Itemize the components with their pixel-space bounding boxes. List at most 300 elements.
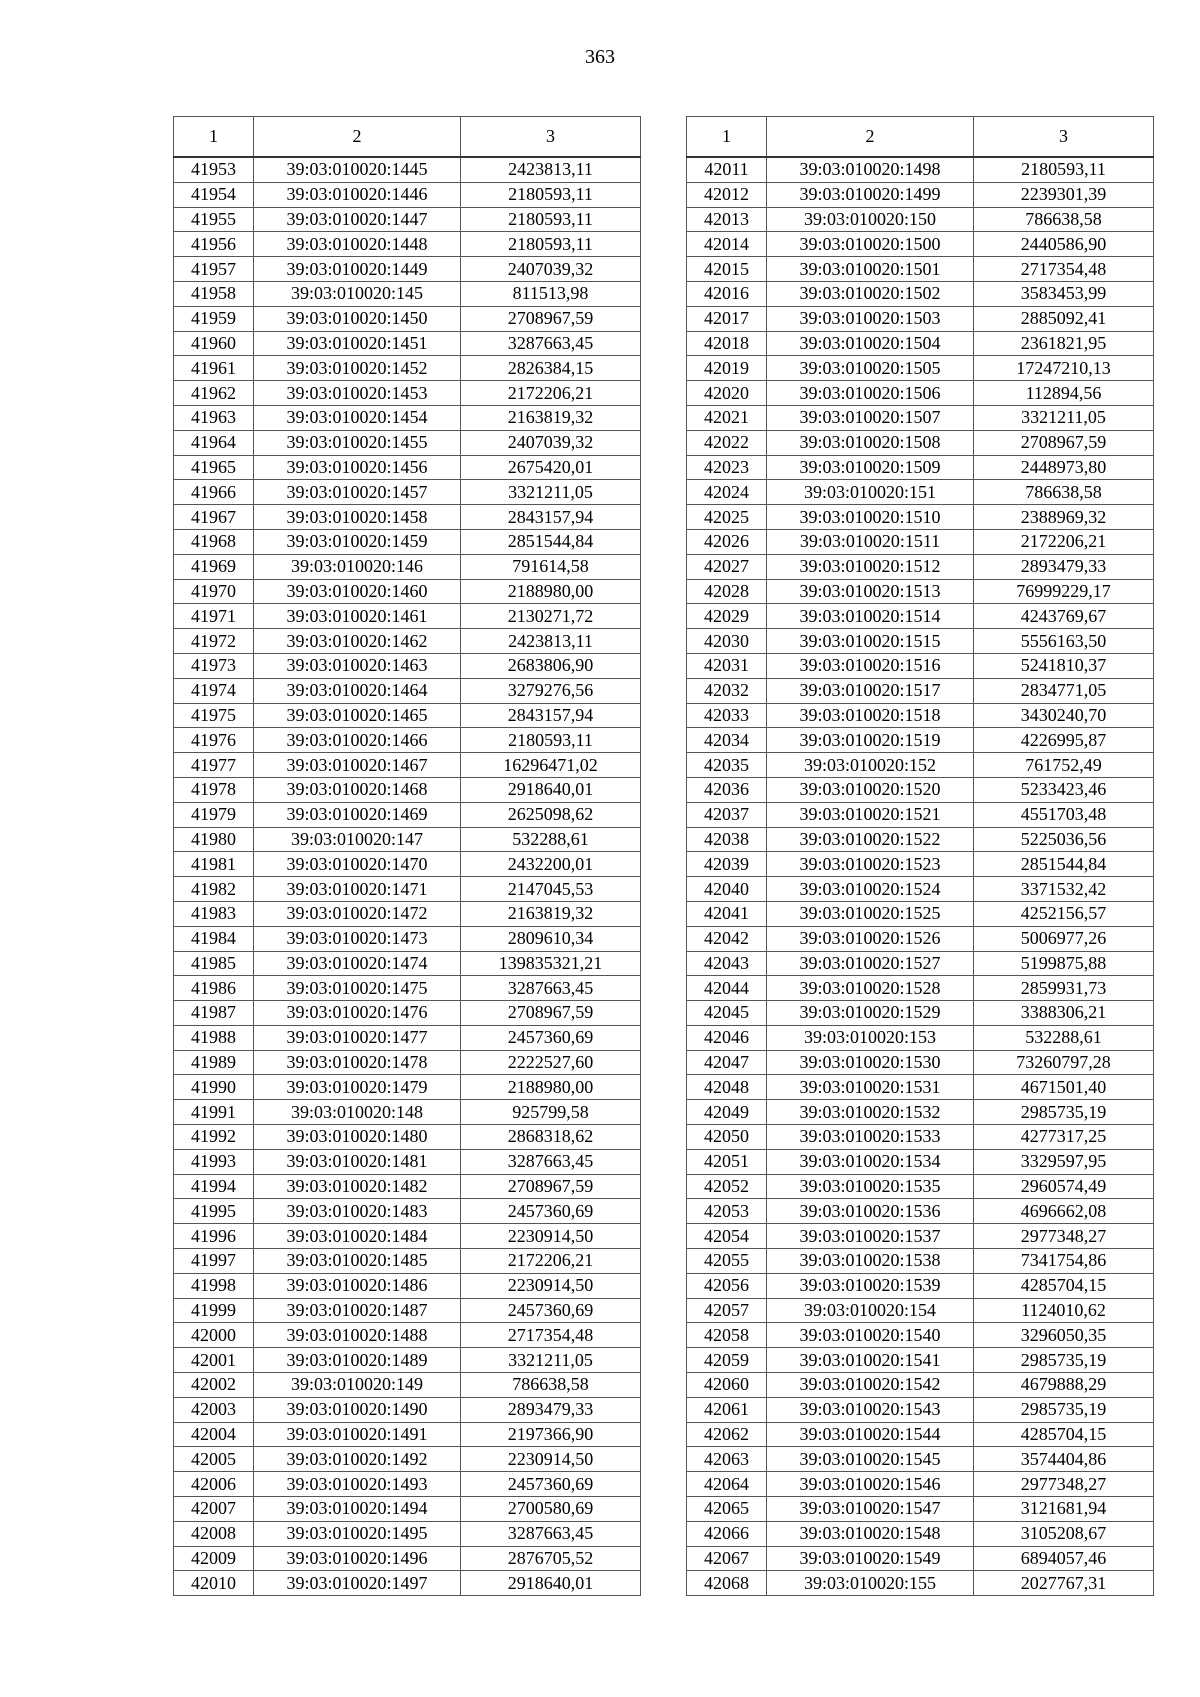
table-row [174,356,641,381]
cell-number: 41981 [174,852,254,877]
cell-number: 42061 [687,1397,767,1422]
cell-cadastral-number: 39:03:010020:145 [254,281,461,306]
cell-cadastral-number: 39:03:010020:1544 [767,1422,974,1447]
table-row [687,579,1154,604]
cell-number: 42049 [687,1100,767,1125]
cell-cadastral-number: 39:03:010020:1534 [767,1149,974,1174]
table-row [174,976,641,1001]
cell-value: 2407039,32 [461,430,641,455]
cell-cadastral-number: 39:03:010020:1469 [254,802,461,827]
cell-value: 2683806,90 [461,653,641,678]
table-row [174,827,641,852]
cell-number: 42003 [174,1397,254,1422]
cell-value: 2851544,84 [461,529,641,554]
cell-cadastral-number: 39:03:010020:146 [254,554,461,579]
cell-value: 2985735,19 [974,1348,1154,1373]
cell-cadastral-number: 39:03:010020:1505 [767,356,974,381]
cell-value: 2180593,11 [461,232,641,257]
cell-number: 42031 [687,653,767,678]
cell-number: 42034 [687,728,767,753]
cell-number: 42001 [174,1348,254,1373]
cell-cadastral-number: 39:03:010020:1526 [767,926,974,951]
cell-value: 791614,58 [461,554,641,579]
table-row [687,777,1154,802]
cell-cadastral-number: 39:03:010020:1494 [254,1497,461,1522]
table-row [174,281,641,306]
cell-value: 2180593,11 [461,728,641,753]
table-row [687,232,1154,257]
table-row [687,1373,1154,1398]
cell-number: 42012 [687,182,767,207]
cell-cadastral-number: 39:03:010020:149 [254,1373,461,1398]
cell-cadastral-number: 39:03:010020:1473 [254,926,461,951]
table-row [687,1497,1154,1522]
cell-number: 41971 [174,604,254,629]
cell-number: 41983 [174,901,254,926]
cell-cadastral-number: 39:03:010020:1508 [767,430,974,455]
table-header [174,117,641,158]
table-row [174,753,641,778]
cell-value: 2457360,69 [461,1025,641,1050]
table-row [174,1100,641,1125]
table-row [687,703,1154,728]
cell-value: 3105208,67 [974,1521,1154,1546]
cell-cadastral-number: 39:03:010020:1480 [254,1125,461,1150]
cell-cadastral-number: 39:03:010020:1543 [767,1397,974,1422]
table-row [687,1050,1154,1075]
cell-number: 42057 [687,1298,767,1323]
cell-number: 41989 [174,1050,254,1075]
table-row [174,877,641,902]
cell-cadastral-number: 39:03:010020:1498 [767,157,974,182]
cell-value: 2851544,84 [974,852,1154,877]
cell-cadastral-number: 39:03:010020:1453 [254,381,461,406]
cell-number: 42036 [687,777,767,802]
cell-number: 42060 [687,1373,767,1398]
cell-number: 42053 [687,1199,767,1224]
table-row [174,852,641,877]
table-row [174,1001,641,1026]
cell-number: 41956 [174,232,254,257]
table-row [174,1497,641,1522]
registry-table-right [686,116,1154,1596]
cell-value: 2423813,11 [461,629,641,654]
cell-value: 4551703,48 [974,802,1154,827]
cell-value: 17247210,13 [974,356,1154,381]
cell-cadastral-number: 39:03:010020:1471 [254,877,461,902]
cell-cadastral-number: 39:03:010020:1482 [254,1174,461,1199]
cell-value: 3287663,45 [461,331,641,356]
table-row [687,802,1154,827]
cell-value: 73260797,28 [974,1050,1154,1075]
cell-value: 761752,49 [974,753,1154,778]
table-row [174,1273,641,1298]
table-row [174,1422,641,1447]
cell-number: 42059 [687,1348,767,1373]
cell-value: 6894057,46 [974,1546,1154,1571]
cell-cadastral-number: 39:03:010020:150 [767,207,974,232]
cell-value: 2361821,95 [974,331,1154,356]
table-row [174,703,641,728]
table-row [687,381,1154,406]
table-row [174,455,641,480]
cell-value: 2918640,01 [461,777,641,802]
cell-number: 42047 [687,1050,767,1075]
cell-value: 2188980,00 [461,579,641,604]
cell-number: 41994 [174,1174,254,1199]
cell-value: 3329597,95 [974,1149,1154,1174]
cell-cadastral-number: 39:03:010020:147 [254,827,461,852]
table-row [174,529,641,554]
cell-value: 2809610,34 [461,926,641,951]
cell-value: 2859931,73 [974,976,1154,1001]
cell-cadastral-number: 39:03:010020:1522 [767,827,974,852]
cell-cadastral-number: 39:03:010020:1545 [767,1447,974,1472]
cell-value: 2885092,41 [974,306,1154,331]
table-row [687,207,1154,232]
table-row [174,1199,641,1224]
cell-cadastral-number: 39:03:010020:155 [767,1571,974,1596]
cell-number: 42021 [687,405,767,430]
cell-value: 2717354,48 [974,257,1154,282]
table-row [687,331,1154,356]
table-row [687,257,1154,282]
table-row [174,1472,641,1497]
cell-cadastral-number: 39:03:010020:1465 [254,703,461,728]
cell-value: 2230914,50 [461,1273,641,1298]
cell-number: 41997 [174,1249,254,1274]
cell-number: 41975 [174,703,254,728]
cell-value: 2172206,21 [461,381,641,406]
table-row [174,331,641,356]
table-row [174,1447,641,1472]
cell-number: 42037 [687,802,767,827]
cell-value: 2432200,01 [461,852,641,877]
cell-value: 5225036,56 [974,827,1154,852]
cell-cadastral-number: 39:03:010020:1500 [767,232,974,257]
cell-cadastral-number: 39:03:010020:1533 [767,1125,974,1150]
cell-number: 42062 [687,1422,767,1447]
cell-number: 42032 [687,678,767,703]
cell-value: 532288,61 [461,827,641,852]
cell-cadastral-number: 39:03:010020:1521 [767,802,974,827]
cell-number: 42040 [687,877,767,902]
cell-cadastral-number: 39:03:010020:152 [767,753,974,778]
table-row [174,1373,641,1398]
cell-value: 4285704,15 [974,1273,1154,1298]
cell-number: 42055 [687,1249,767,1274]
table-row [687,1323,1154,1348]
table-row [687,976,1154,1001]
cell-cadastral-number: 39:03:010020:1547 [767,1497,974,1522]
cell-value: 3121681,94 [974,1497,1154,1522]
cell-value: 925799,58 [461,1100,641,1125]
cell-number: 41984 [174,926,254,951]
table-row [687,480,1154,505]
cell-value: 2457360,69 [461,1298,641,1323]
cell-value: 16296471,02 [461,753,641,778]
cell-value: 5556163,50 [974,629,1154,654]
cell-cadastral-number: 39:03:010020:1499 [767,182,974,207]
cell-cadastral-number: 39:03:010020:1510 [767,505,974,530]
cell-number: 42016 [687,281,767,306]
table-row [687,852,1154,877]
cell-number: 41993 [174,1149,254,1174]
cell-cadastral-number: 39:03:010020:1459 [254,529,461,554]
cell-value: 786638,58 [974,480,1154,505]
cell-number: 42035 [687,753,767,778]
cell-cadastral-number: 39:03:010020:1447 [254,207,461,232]
cell-cadastral-number: 39:03:010020:1485 [254,1249,461,1274]
cell-number: 42019 [687,356,767,381]
cell-value: 5233423,46 [974,777,1154,802]
table-row [687,1298,1154,1323]
cell-number: 42022 [687,430,767,455]
cell-value: 2708967,59 [461,1001,641,1026]
table-row [687,728,1154,753]
table-row [687,1546,1154,1571]
cell-value: 2180593,11 [461,207,641,232]
cell-number: 42014 [687,232,767,257]
table-row [687,1001,1154,1026]
table-row [174,505,641,530]
cell-cadastral-number: 39:03:010020:1514 [767,604,974,629]
cell-number: 42015 [687,257,767,282]
cell-value: 2172206,21 [461,1249,641,1274]
table-row [687,1273,1154,1298]
table-row [687,753,1154,778]
cell-number: 41961 [174,356,254,381]
table-row [687,629,1154,654]
cell-number: 42038 [687,827,767,852]
cell-value: 4243769,67 [974,604,1154,629]
cell-number: 42046 [687,1025,767,1050]
cell-value: 4252156,57 [974,901,1154,926]
cell-cadastral-number: 39:03:010020:1489 [254,1348,461,1373]
table-row [687,1025,1154,1050]
cell-number: 42054 [687,1224,767,1249]
cell-value: 3430240,70 [974,703,1154,728]
table-row [687,877,1154,902]
cell-number: 41964 [174,430,254,455]
column-header-number: 1 [174,117,254,158]
cell-number: 42063 [687,1447,767,1472]
cell-value: 7341754,86 [974,1249,1154,1274]
cell-number: 42052 [687,1174,767,1199]
cell-number: 42013 [687,207,767,232]
cell-value: 2708967,59 [461,306,641,331]
cell-cadastral-number: 39:03:010020:1450 [254,306,461,331]
cell-number: 41992 [174,1125,254,1150]
table-row [174,1125,641,1150]
cell-cadastral-number: 39:03:010020:1506 [767,381,974,406]
cell-number: 41987 [174,1001,254,1026]
cell-cadastral-number: 39:03:010020:1474 [254,951,461,976]
cell-number: 42027 [687,554,767,579]
table-row [174,802,641,827]
cell-value: 76999229,17 [974,579,1154,604]
cell-number: 41986 [174,976,254,1001]
cell-cadastral-number: 39:03:010020:1527 [767,951,974,976]
table-row [174,1298,641,1323]
cell-cadastral-number: 39:03:010020:1530 [767,1050,974,1075]
table-row [174,1174,641,1199]
cell-cadastral-number: 39:03:010020:1507 [767,405,974,430]
table-row [687,1224,1154,1249]
cell-cadastral-number: 39:03:010020:1445 [254,157,461,182]
cell-cadastral-number: 39:03:010020:1470 [254,852,461,877]
cell-number: 42002 [174,1373,254,1398]
cell-cadastral-number: 39:03:010020:1448 [254,232,461,257]
cell-cadastral-number: 39:03:010020:1487 [254,1298,461,1323]
cell-value: 2843157,94 [461,703,641,728]
cell-number: 41955 [174,207,254,232]
cell-number: 42064 [687,1472,767,1497]
cell-value: 2826384,15 [461,356,641,381]
table-row [687,554,1154,579]
table-row [174,579,641,604]
cell-cadastral-number: 39:03:010020:1509 [767,455,974,480]
cell-cadastral-number: 39:03:010020:1488 [254,1323,461,1348]
table-row [687,455,1154,480]
cell-value: 112894,56 [974,381,1154,406]
cell-value: 5241810,37 [974,653,1154,678]
cell-value: 3574404,86 [974,1447,1154,1472]
cell-number: 42056 [687,1273,767,1298]
cell-value: 2918640,01 [461,1571,641,1596]
cell-number: 42030 [687,629,767,654]
table-row [687,281,1154,306]
cell-number: 41954 [174,182,254,207]
cell-number: 42011 [687,157,767,182]
cell-value: 786638,58 [974,207,1154,232]
table-row [687,653,1154,678]
table-row [687,951,1154,976]
table-row [174,1149,641,1174]
cell-number: 42023 [687,455,767,480]
cell-cadastral-number: 39:03:010020:1457 [254,480,461,505]
cell-number: 42000 [174,1323,254,1348]
cell-value: 4671501,40 [974,1075,1154,1100]
cell-number: 42065 [687,1497,767,1522]
table-row [174,1546,641,1571]
cell-cadastral-number: 39:03:010020:1492 [254,1447,461,1472]
cell-number: 42009 [174,1546,254,1571]
cell-cadastral-number: 39:03:010020:1532 [767,1100,974,1125]
cell-number: 41960 [174,331,254,356]
cell-number: 42020 [687,381,767,406]
cell-number: 42048 [687,1075,767,1100]
cell-number: 42026 [687,529,767,554]
table-row [174,157,641,182]
cell-number: 41965 [174,455,254,480]
cell-number: 41959 [174,306,254,331]
cell-value: 4696662,08 [974,1199,1154,1224]
cell-value: 139835321,21 [461,951,641,976]
cell-number: 41953 [174,157,254,182]
cell-cadastral-number: 39:03:010020:1468 [254,777,461,802]
cell-cadastral-number: 39:03:010020:1449 [254,257,461,282]
cell-number: 42033 [687,703,767,728]
cell-number: 42041 [687,901,767,926]
cell-cadastral-number: 39:03:010020:154 [767,1298,974,1323]
cell-number: 42010 [174,1571,254,1596]
cell-cadastral-number: 39:03:010020:1540 [767,1323,974,1348]
table-row [174,926,641,951]
column-header-cadastral: 2 [254,117,461,158]
cell-number: 41979 [174,802,254,827]
table-header [687,117,1154,158]
cell-cadastral-number: 39:03:010020:1477 [254,1025,461,1050]
table-row [687,1199,1154,1224]
cell-cadastral-number: 39:03:010020:1501 [767,257,974,282]
cell-number: 42067 [687,1546,767,1571]
cell-value: 3321211,05 [974,405,1154,430]
cell-number: 41963 [174,405,254,430]
cell-value: 2868318,62 [461,1125,641,1150]
cell-number: 41972 [174,629,254,654]
cell-cadastral-number: 39:03:010020:1541 [767,1348,974,1373]
table-row [687,926,1154,951]
table-row [687,1174,1154,1199]
cell-number: 42008 [174,1521,254,1546]
cell-value: 2027767,31 [974,1571,1154,1596]
cell-value: 2188980,00 [461,1075,641,1100]
cell-value: 2172206,21 [974,529,1154,554]
table-row [174,430,641,455]
cell-value: 3287663,45 [461,1149,641,1174]
cell-cadastral-number: 39:03:010020:1502 [767,281,974,306]
cell-cadastral-number: 39:03:010020:1536 [767,1199,974,1224]
cell-value: 2130271,72 [461,604,641,629]
cell-cadastral-number: 39:03:010020:1520 [767,777,974,802]
cell-number: 42039 [687,852,767,877]
cell-cadastral-number: 39:03:010020:1452 [254,356,461,381]
table-row [687,1149,1154,1174]
cell-number: 42066 [687,1521,767,1546]
cell-cadastral-number: 39:03:010020:1486 [254,1273,461,1298]
column-header-number: 1 [687,117,767,158]
cell-value: 3279276,56 [461,678,641,703]
cell-number: 42042 [687,926,767,951]
cell-value: 4679888,29 [974,1373,1154,1398]
cell-cadastral-number: 39:03:010020:1529 [767,1001,974,1026]
cell-value: 2708967,59 [974,430,1154,455]
cell-value: 3287663,45 [461,1521,641,1546]
cell-number: 42068 [687,1571,767,1596]
cell-cadastral-number: 39:03:010020:1490 [254,1397,461,1422]
cell-number: 42017 [687,306,767,331]
cell-number: 41991 [174,1100,254,1125]
cell-cadastral-number: 39:03:010020:1461 [254,604,461,629]
cell-number: 41973 [174,653,254,678]
table-row [687,1348,1154,1373]
cell-value: 2893479,33 [974,554,1154,579]
table-row [174,1571,641,1596]
table-row [174,182,641,207]
table-row [174,1348,641,1373]
table-row [687,1472,1154,1497]
table-row [174,777,641,802]
cell-cadastral-number: 39:03:010020:1456 [254,455,461,480]
cell-number: 42004 [174,1422,254,1447]
cell-number: 41980 [174,827,254,852]
cell-value: 2843157,94 [461,505,641,530]
table-row [174,306,641,331]
cell-value: 1124010,62 [974,1298,1154,1323]
cell-value: 2147045,53 [461,877,641,902]
cell-value: 2239301,39 [974,182,1154,207]
